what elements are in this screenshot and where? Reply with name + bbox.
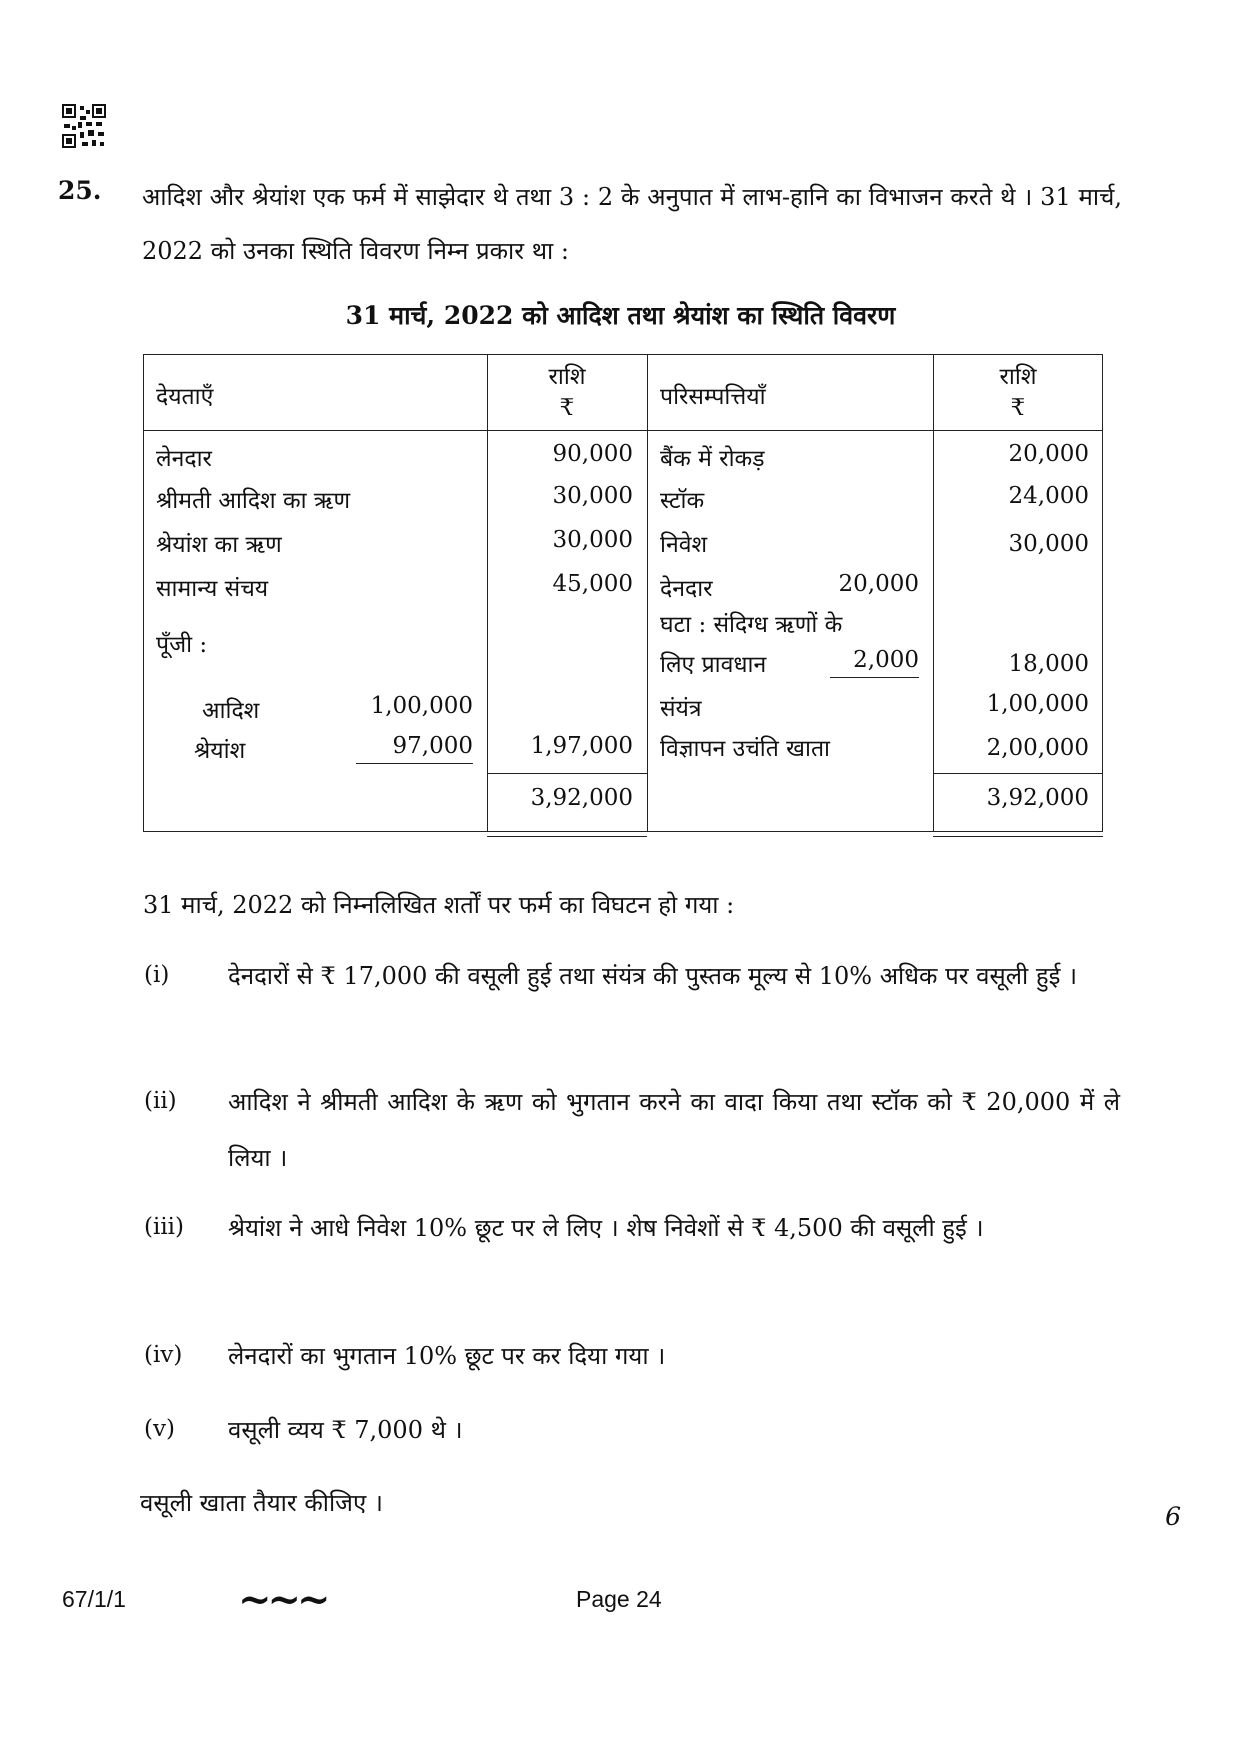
item-text: लेनदारों का भुगतान 10% छूट पर कर दिया गया । (228, 1342, 666, 1370)
footer-ornament: ~~~ (238, 1576, 327, 1623)
partner-name: श्रेयांश (194, 738, 246, 764)
header-amount-left: राशि (548, 364, 586, 390)
qr-code-icon (62, 104, 106, 148)
header-currency-left: ₹ (559, 395, 575, 421)
liability-label: श्रेयांश का ऋण (156, 532, 282, 558)
table-title: 31 मार्च, 2022 को आदिश तथा श्रेयांश का स्थिति विवरण (345, 301, 896, 330)
balance-sheet-table (143, 354, 1103, 832)
capital-total: 1,97,000 (530, 733, 633, 759)
asset-label: स्टॉक (660, 488, 705, 514)
liability-amount: 30,000 (552, 527, 633, 553)
partner-capital: 1,00,000 (370, 693, 473, 719)
debtors-net: 18,000 (1008, 651, 1089, 677)
question-intro: आदिश और श्रेयांश एक फर्म में साझेदार थे तथा 3 : 2 के अनुपात में लाभ-हानि का विभाजन करते थे । 31 मार्च, 2022 को उनका स्थिति विवरण निम्न प्रकार था : (142, 183, 1122, 265)
liability-label: श्रीमती आदिश का ऋण (156, 488, 351, 514)
header-currency-right: ₹ (1010, 395, 1026, 421)
asset-amount: 24,000 (1008, 483, 1089, 509)
item-text: वसूली व्यय ₹ 7,000 थे । (228, 1416, 463, 1444)
item-number: (iii) (144, 1214, 185, 1240)
asset-amount: 30,000 (1008, 531, 1089, 557)
paper-code: 67/1/1 (62, 1586, 126, 1612)
header-liabilities: देयताएँ (156, 384, 214, 410)
partner-name: आदिश (202, 698, 260, 724)
total-liabilities: 3,92,000 (530, 785, 633, 811)
provision-label-line1: घटा : संदिग्ध ऋणों के (660, 612, 843, 638)
capital-label: पूँजी : (156, 632, 208, 658)
asset-label: विज्ञापन उचंति खाता (660, 736, 831, 762)
item-text: श्रेयांश ने आधे निवेश 10% छूट पर ले लिए । शेष निवेशों से ₹ 4,500 की वसूली हुई । (228, 1214, 984, 1242)
asset-amount: 1,00,000 (986, 691, 1089, 717)
item-number: (ii) (144, 1088, 177, 1114)
header-amount-right: राशि (999, 364, 1037, 390)
debtors-gross: 20,000 (838, 571, 919, 597)
liability-label: लेनदार (156, 446, 212, 472)
asset-label: संयंत्र (660, 696, 702, 722)
partner-capital: 97,000 (356, 733, 473, 764)
provision-label-line2: लिए प्रावधान (660, 652, 767, 678)
dissolution-intro: 31 मार्च, 2022 को निम्नलिखित शर्तों पर फर्म का विघटन हो गया : (143, 891, 735, 919)
asset-label: बैंक में रोकड़ (660, 446, 765, 472)
liability-amount: 45,000 (552, 571, 633, 597)
item-number: (v) (144, 1416, 175, 1442)
marks: 6 (1165, 1502, 1181, 1531)
debtors-label: देनदार (660, 576, 713, 602)
item-text: आदिश ने श्रीमती आदिश के ऋण को भुगतान करने का वादा किया तथा स्टॉक को ₹ 20,000 में ले लिया । (228, 1088, 1120, 1172)
liability-amount: 30,000 (552, 483, 633, 509)
provision-amount: 2,000 (830, 647, 919, 678)
page-number: Page 24 (576, 1586, 662, 1612)
instruction: वसूली खाता तैयार कीजिए । (140, 1489, 383, 1517)
header-assets: परिसम्पत्तियाँ (660, 384, 766, 410)
asset-label: निवेश (660, 532, 708, 558)
item-number: (iv) (144, 1342, 183, 1368)
item-text: देनदारों से ₹ 17,000 की वसूली हुई तथा संयंत्र की पुस्तक मूल्य से 10% अधिक पर वसूली हुई । (228, 962, 1078, 990)
item-number: (i) (144, 962, 170, 988)
liability-amount: 90,000 (552, 441, 633, 467)
asset-amount: 2,00,000 (986, 735, 1089, 761)
asset-amount: 20,000 (1008, 441, 1089, 467)
total-assets: 3,92,000 (986, 785, 1089, 811)
question-number: 25. (58, 176, 102, 205)
liability-label: सामान्य संचय (156, 576, 269, 602)
